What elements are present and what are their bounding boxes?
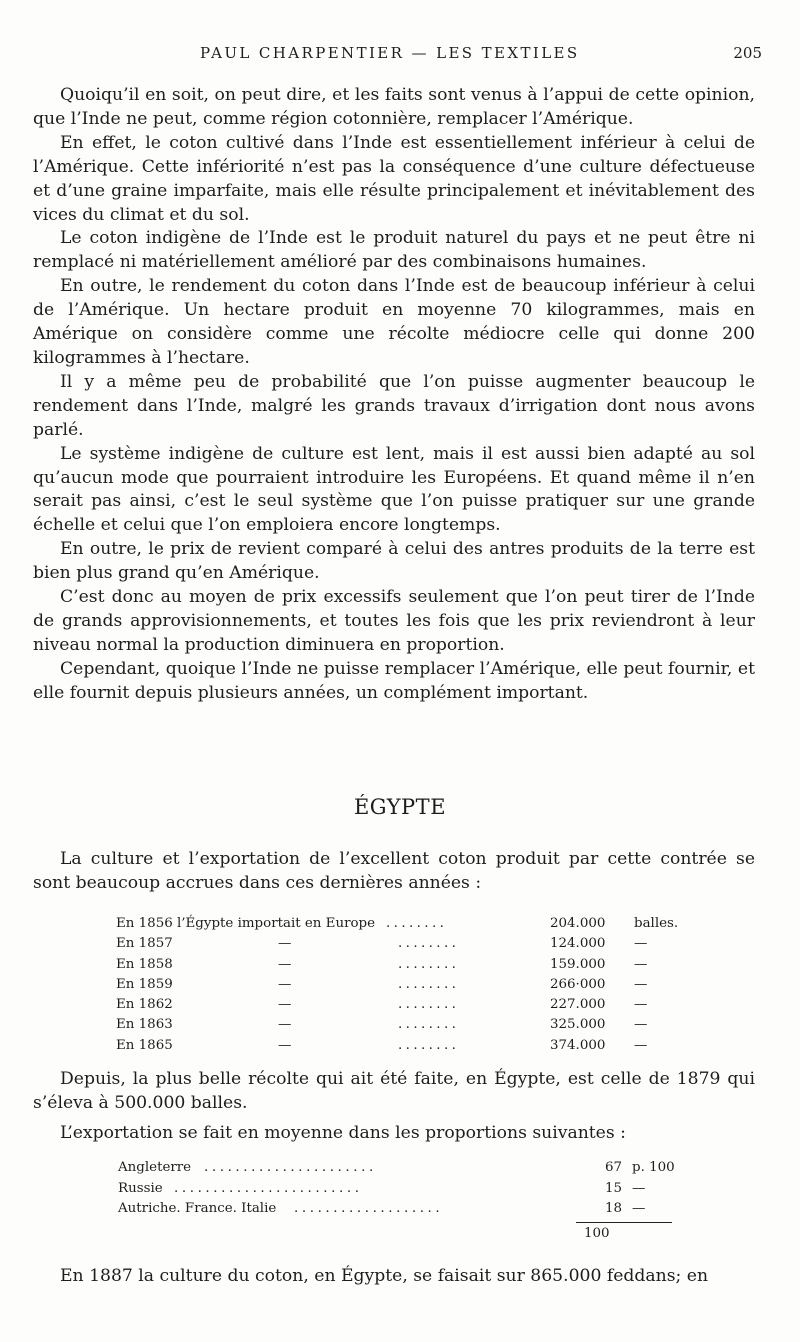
- paragraph: Le système indigène de culture est lent, mais il est aussi bien adapté au sol qu’aucun mode que pourraient introduire les Européens. Et quand même il n’en serait pas ainsi, c’est le seul système que l’on puisse pratiquer sur une grande échelle et celui que l’on emploiera encore longtemps.: [33, 443, 755, 536]
- row-value: 159.000: [550, 956, 606, 972]
- paragraph: Le coton indigène de l’Inde est le produit naturel du pays et ne peut être ni remplacé ni matériellement amélioré par des combinaisons humaines.: [33, 228, 755, 273]
- after-text: [33, 1068, 755, 1152]
- table-row: [118, 1201, 718, 1222]
- paragraph: En outre, le prix de revient comparé à celui des antres produits de la terre est bien plus grand qu’en Amérique.: [33, 539, 755, 584]
- row-value: 374.000: [550, 1037, 606, 1053]
- row-value: 227.000: [550, 997, 606, 1013]
- row-value: 204.000: [550, 916, 606, 931]
- paragraph: La culture et l’exportation de l’excellent coton produit par cette contrée se sont beaucoup accrues dans ces dernières années :: [33, 849, 755, 893]
- paragraph: En 1887 la culture du coton, en Égypte, se faisait sur 865.000 feddans; en: [60, 1266, 709, 1286]
- row-unit: —: [634, 1037, 648, 1053]
- section-title: ÉGYPTE: [353, 795, 447, 819]
- total-value: 100: [584, 1226, 610, 1241]
- page-header: [0, 44, 800, 68]
- row-unit: —: [634, 1017, 648, 1033]
- row-value: 124.000: [550, 936, 606, 952]
- page-number: 205: [733, 44, 762, 62]
- table-row: [118, 1181, 718, 1202]
- leader-dots: ......................: [204, 1160, 377, 1175]
- leader-dots: ........: [398, 1017, 460, 1033]
- table-row: [116, 936, 716, 956]
- row-unit: balles.: [634, 916, 679, 931]
- row-label: En 1865: [116, 1037, 173, 1053]
- row-dash: —: [278, 956, 292, 972]
- leader-dots: ........................: [174, 1180, 363, 1196]
- row-dash: —: [278, 997, 292, 1013]
- export-table: [118, 1160, 718, 1241]
- row-label: En 1857: [116, 936, 173, 952]
- row-unit: —: [634, 936, 648, 952]
- row-label: Angleterre: [118, 1160, 192, 1175]
- row-label: Autriche. France. Italie: [118, 1201, 277, 1216]
- row-label: En 1858: [116, 956, 173, 972]
- paragraph: Cependant, quoique l’Inde ne puisse remplacer l’Amérique, elle peut fournir, et elle fournit depuis plusieurs années, un complément important.: [33, 658, 755, 703]
- table-row: [116, 916, 716, 936]
- row-dash: —: [278, 976, 292, 992]
- leader-dots: ........: [398, 1037, 460, 1053]
- row-unit: —: [634, 976, 648, 992]
- row-unit: —: [634, 997, 648, 1013]
- leader-dots: ........: [398, 956, 460, 972]
- leader-dots: ........: [386, 916, 448, 931]
- table-row: [116, 1017, 716, 1037]
- row-label: Russie: [118, 1180, 163, 1196]
- row-unit: p. 100: [632, 1160, 675, 1175]
- row-label: En 1862: [116, 997, 173, 1013]
- row-unit: —: [634, 956, 648, 972]
- intro-text: [33, 848, 755, 896]
- leader-dots: ........: [398, 976, 460, 992]
- leader-dots: ...................: [294, 1201, 444, 1216]
- paragraph: L’exportation se fait en moyenne dans les proportions suivantes :: [60, 1122, 626, 1143]
- row-value: 266·000: [550, 976, 606, 992]
- paragraph: Depuis, la plus belle récolte qui ait été faite, en Égypte, est celle de 1879 qui s’éleva à 500.000 balles.: [33, 1069, 755, 1113]
- row-dash: —: [278, 936, 292, 952]
- row-value: 325.000: [550, 1017, 606, 1033]
- paragraph: Quoiqu’il en soit, on peut dire, et les faits sont venus à l’appui de cette opinion, que l’Inde ne peut, comme région cotonnière, remplacer l’Amérique.: [33, 85, 755, 129]
- table-row: [118, 1160, 718, 1181]
- row-value: 18: [604, 1201, 622, 1216]
- paragraph: En effet, le coton cultivé dans l’Inde est essentiellement inférieur à celui de l’Amérique. Cette infériorité n’est pas la conséquence d’une culture défectueuse et d’une graine imparfaite, mais elle résulte principalement et inévitablement des vices du climat et du sol.: [33, 132, 755, 225]
- final-text: [33, 1265, 755, 1289]
- leader-dots: ........: [398, 997, 460, 1013]
- sum-rule: [576, 1222, 672, 1223]
- table-row: [116, 957, 716, 977]
- row-dash: —: [278, 1037, 292, 1053]
- main-text: [33, 84, 755, 706]
- row-unit: —: [632, 1201, 646, 1216]
- row-unit: —: [632, 1180, 646, 1196]
- table-row: [116, 977, 716, 997]
- paragraph: Il y a même peu de probabilité que l’on puisse augmenter beaucoup le rendement dans l’Inde, malgré les grands travaux d’irrigation dont nous avons parlé.: [33, 371, 755, 440]
- row-label: En 1856 l’Égypte importait en Europe: [116, 916, 376, 931]
- table-row: [116, 1038, 716, 1058]
- imports-table: [116, 916, 716, 1058]
- table-row: [116, 997, 716, 1017]
- row-value: 15: [604, 1180, 622, 1196]
- row-label: En 1859: [116, 976, 173, 992]
- leader-dots: ........: [398, 936, 460, 952]
- paragraph: En outre, le rendement du coton dans l’Inde est de beaucoup inférieur à celui de l’Amérique. Un hectare produit en moyenne 70 kilogrammes, mais en Amérique on considère comme une récolte médiocre celle qui donne 200 kilogrammes à l’hectare.: [33, 276, 755, 368]
- running-title: PAUL CHARPENTIER — LES TEXTILES: [200, 44, 580, 62]
- row-label: En 1863: [116, 1017, 173, 1033]
- paragraph: C’est donc au moyen de prix excessifs seulement que l’on peut tirer de l’Inde de grands approvisionnements, et toutes les fois que les prix reviendront à leur niveau normal la production diminuera en proportion.: [33, 587, 755, 655]
- row-dash: —: [278, 1017, 292, 1033]
- row-value: 67: [604, 1160, 622, 1175]
